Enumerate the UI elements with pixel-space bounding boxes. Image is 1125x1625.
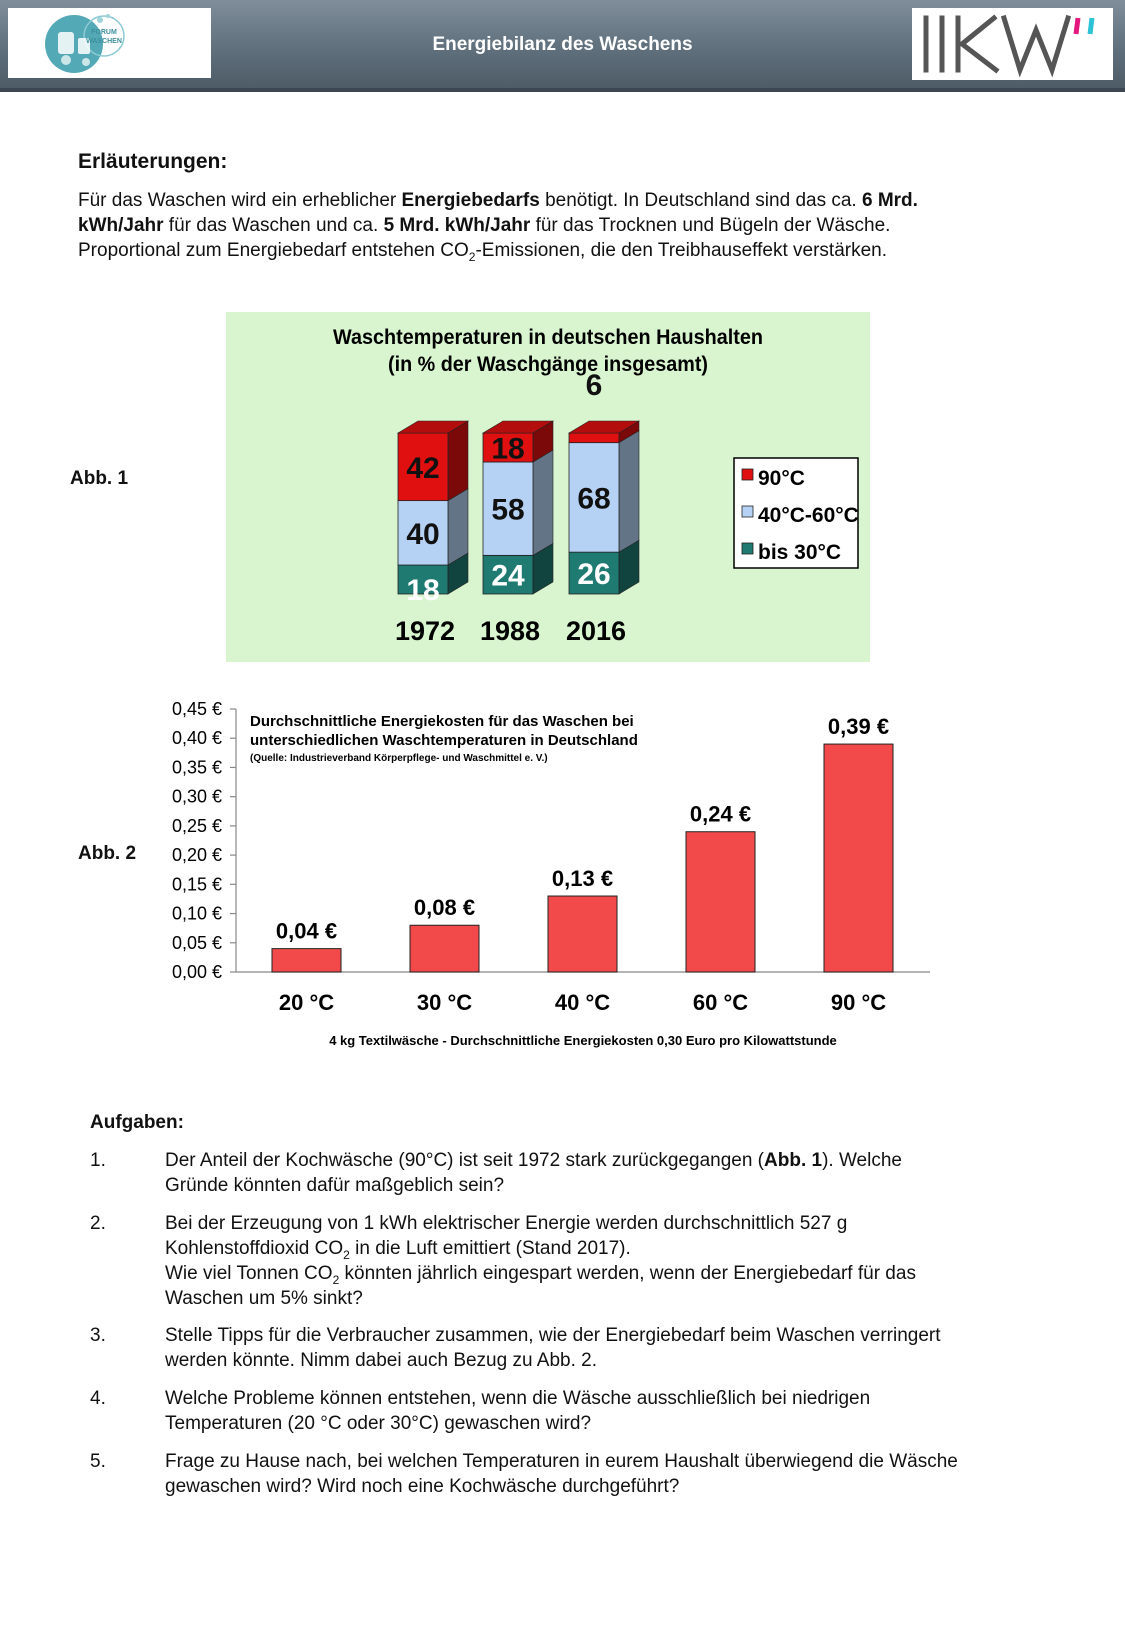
legend-swatch: [742, 469, 753, 480]
bar-side-1972-2: [448, 421, 468, 501]
svg-text:FORUM: FORUM: [91, 29, 117, 36]
category-label-1988: 1988: [479, 616, 541, 646]
legend-entry: bis 30°C: [758, 541, 842, 564]
figure1-label: Abb. 1: [70, 468, 129, 489]
chart-subtitle: (in % der Waschgänge insgesamt): [388, 353, 708, 376]
legend-entry: 40°C-60°C: [758, 504, 859, 527]
y-tick-label: 0,15 €: [171, 874, 222, 895]
chart-source: (Quelle: Industrieverband Körperpflege- und Waschmittel e. V.): [250, 753, 548, 764]
bar-20 °C: [272, 949, 341, 972]
data-label: 68: [577, 482, 611, 516]
stacked-bar-chart: [226, 312, 870, 662]
y-tick-label: 0,25 €: [171, 815, 222, 836]
data-label: 0,04 €: [275, 918, 338, 944]
bar-side-1988-1: [533, 450, 553, 555]
x-tick-label: 40 °C: [554, 990, 611, 1015]
category-label-2016: 2016: [565, 616, 627, 646]
bar-60 °C: [686, 832, 755, 972]
y-tick-label: 0,30 €: [171, 786, 222, 807]
forum-waschen-logo: [8, 8, 211, 78]
y-tick-label: 0,35 €: [171, 757, 222, 778]
data-label: 0,39 €: [827, 714, 890, 740]
x-tick-label: 90 °C: [830, 990, 887, 1015]
task-number: 2.: [90, 1213, 106, 1234]
task-number: 1.: [90, 1150, 106, 1171]
header-divider: [0, 88, 1125, 92]
x-tick-label: 20 °C: [278, 990, 335, 1015]
bar-side-2016-1: [619, 431, 639, 552]
category-label-1972: 1972: [394, 616, 456, 646]
legend-entry: 90°C: [758, 467, 805, 490]
bar-side-1972-1: [448, 489, 468, 565]
data-label: 58: [491, 493, 525, 527]
chart-title-line1: Durchschnittliche Energiekosten für das Waschen bei: [250, 713, 634, 730]
data-label: 0,13 €: [551, 866, 614, 892]
task-number: 4.: [90, 1388, 106, 1409]
chart-title: Waschtemperaturen in deutschen Haushalten: [333, 326, 763, 349]
y-tick-label: 0,05 €: [171, 932, 222, 953]
intro-paragraph: Für das Waschen wird ein erheblicher Energiebedarfs benötigt. In Deutschland sind das ca. 6 Mrd. kWh/Jahr für das Waschen und ca. 5 Mrd. kWh/Jahr für das Trocknen und Bügeln der Wäsche. Proportional zum Energiebedarf entstehen $CO_2$-Emissionen, die den Treibhauseffekt verstärken.: [78, 190, 918, 264]
y-tick-label: 0,20 €: [171, 845, 222, 866]
y-tick-label: 0,00 €: [171, 962, 222, 982]
chart-legend: [734, 458, 859, 568]
data-label: 24: [491, 559, 525, 593]
task-number: 3.: [90, 1325, 106, 1346]
bar-30 °C: [410, 925, 479, 972]
legend-swatch: [742, 543, 753, 554]
page-header-title: Energiebilanz des Waschens: [432, 34, 693, 55]
data-label: 0,08 €: [413, 895, 476, 921]
bar-segment-2016-2: [569, 433, 619, 443]
y-tick-label: 0,45 €: [171, 699, 222, 719]
y-tick-label: 0,10 €: [171, 903, 222, 924]
data-label: 40: [406, 517, 440, 551]
data-label: 42: [406, 451, 440, 485]
chart-footnote: 4 kg Textilwäsche - Durchschnittliche Energiekosten 0,30 Euro pro Kilowattstunde: [329, 1033, 837, 1048]
section-title: Erläuterungen:: [78, 150, 228, 173]
legend-swatch: [742, 506, 753, 517]
bar-40 °C: [548, 896, 617, 972]
task-number: 5.: [90, 1451, 106, 1472]
energy-cost-bar-chart: [150, 690, 940, 1050]
data-label: 26: [577, 558, 611, 592]
data-label: 18: [406, 574, 440, 607]
ikw-logo: [912, 8, 1113, 80]
chart-title-line2: unterschiedlichen Waschtemperaturen in Deutschland: [250, 732, 638, 749]
svg-text:WASCHEN: WASCHEN: [86, 38, 122, 45]
y-tick-label: 0,40 €: [171, 728, 222, 749]
x-tick-label: 60 °C: [692, 990, 749, 1015]
bar-90 °C: [824, 744, 893, 972]
data-label: 0,24 €: [689, 801, 752, 827]
data-label: 18: [491, 432, 525, 466]
tasks-title: Aufgaben:: [90, 1112, 184, 1133]
data-label: 6: [585, 369, 603, 402]
figure2-label: Abb. 2: [78, 843, 137, 864]
x-tick-label: 30 °C: [416, 990, 473, 1015]
